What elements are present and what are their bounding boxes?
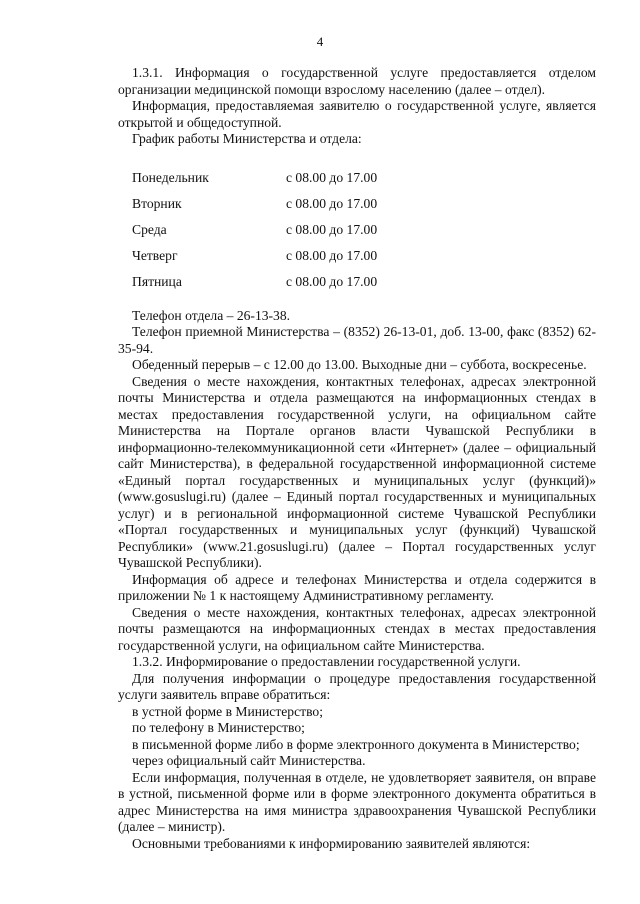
schedule-time: с 08.00 до 17.00: [286, 273, 378, 289]
work-schedule-table: [118, 162, 596, 296]
schedule-day: Четверг: [132, 247, 178, 263]
paragraph: Обеденный перерыв – с 12.00 до 13.00. Выходные дни – суббота, воскресенье.: [132, 357, 587, 372]
schedule-day: Пятница: [132, 273, 182, 289]
list-item: по телефону в Министерство;: [132, 720, 305, 735]
schedule-row: [132, 222, 552, 238]
paragraph: График работы Министерства и отдела:: [132, 131, 362, 146]
paragraph: 1.3.1. Информация о государственной услуге предоставляется отделом организации медицинской помощи взрослому населению (далее – отдел).: [118, 65, 596, 97]
schedule-row: [132, 170, 552, 186]
paragraph: Телефон приемной Министерства – (8352) 26-13-01, доб. 13-00, факс (8352) 62-35-94.: [118, 324, 596, 356]
paragraph: Информация, предоставляемая заявителю о государственной услуге, является открытой и общедоступной.: [118, 98, 596, 130]
schedule-time: с 08.00 до 17.00: [286, 195, 378, 211]
schedule-row: [132, 196, 552, 212]
paragraph: Сведения о месте нахождения, контактных телефонах, адресах электронной почты Министерства и отдела размещаются на информационных стендах в местах предоставления государственной услуги, на официальном сайте Министерства на Портале органов власти Чувашской Республики в информационно-телекоммуникационной сети «Интернет» (далее – официальный сайт Министерства), в федеральной государственной информационной системе «Единый портал государственных и муниципальных услуг (функций)» (www.gosuslugi.ru) (далее – Единый портал государственных и муниципальных услуг) и в региональной информационной системе Чувашской Республики «Портал государственных и муниципальных услуг (функций) Чувашской Республики» (www.21.gosuslugi.ru) (далее – Портал государственных услуг Чувашской Республики).: [118, 373, 596, 570]
paragraph: 1.3.2. Информирование о предоставлении государственной услуги.: [132, 654, 521, 669]
paragraph: Основными требованиями к информированию заявителей являются:: [132, 835, 531, 851]
schedule-day: Понедельник: [132, 169, 209, 185]
paragraph: Сведения о месте нахождения, контактных телефонах, адресах электронной почты размещаются на информационных стендах в местах предоставления государственной услуги, на официальном сайте Министерства.: [118, 604, 596, 653]
schedule-day: Вторник: [132, 195, 182, 211]
schedule-time: с 08.00 до 17.00: [286, 221, 378, 237]
paragraph: Информация об адресе и телефонах Министерства и отдела содержится в приложении № 1 к настоящему Административному регламенту.: [118, 571, 596, 603]
paragraph: Для получения информации о процедуре предоставления государственной услуги заявитель вправе обратиться:: [118, 670, 596, 702]
paragraph: Если информация, полученная в отделе, не удовлетворяет заявителя, он вправе в устной, письменной форме или в форме электронного документа обратиться в адрес Министерства на имя министра здравоохранения Чувашской Республики (далее – министр).: [118, 769, 596, 834]
list-item: в письменной форме либо в форме электронного документа в Министерство;: [132, 736, 580, 752]
list-item: через официальный сайт Министерства.: [132, 753, 366, 768]
list-item: в устной форме в Министерство;: [132, 703, 323, 719]
paragraph: Телефон отдела – 26-13-38.: [132, 307, 291, 323]
schedule-time: с 08.00 до 17.00: [286, 169, 378, 185]
schedule-day: Среда: [132, 221, 167, 237]
schedule-row: [132, 248, 552, 264]
page-number: 4: [316, 34, 324, 49]
document-body: [118, 65, 596, 852]
schedule-row: [132, 274, 552, 290]
schedule-time: с 08.00 до 17.00: [286, 247, 378, 263]
